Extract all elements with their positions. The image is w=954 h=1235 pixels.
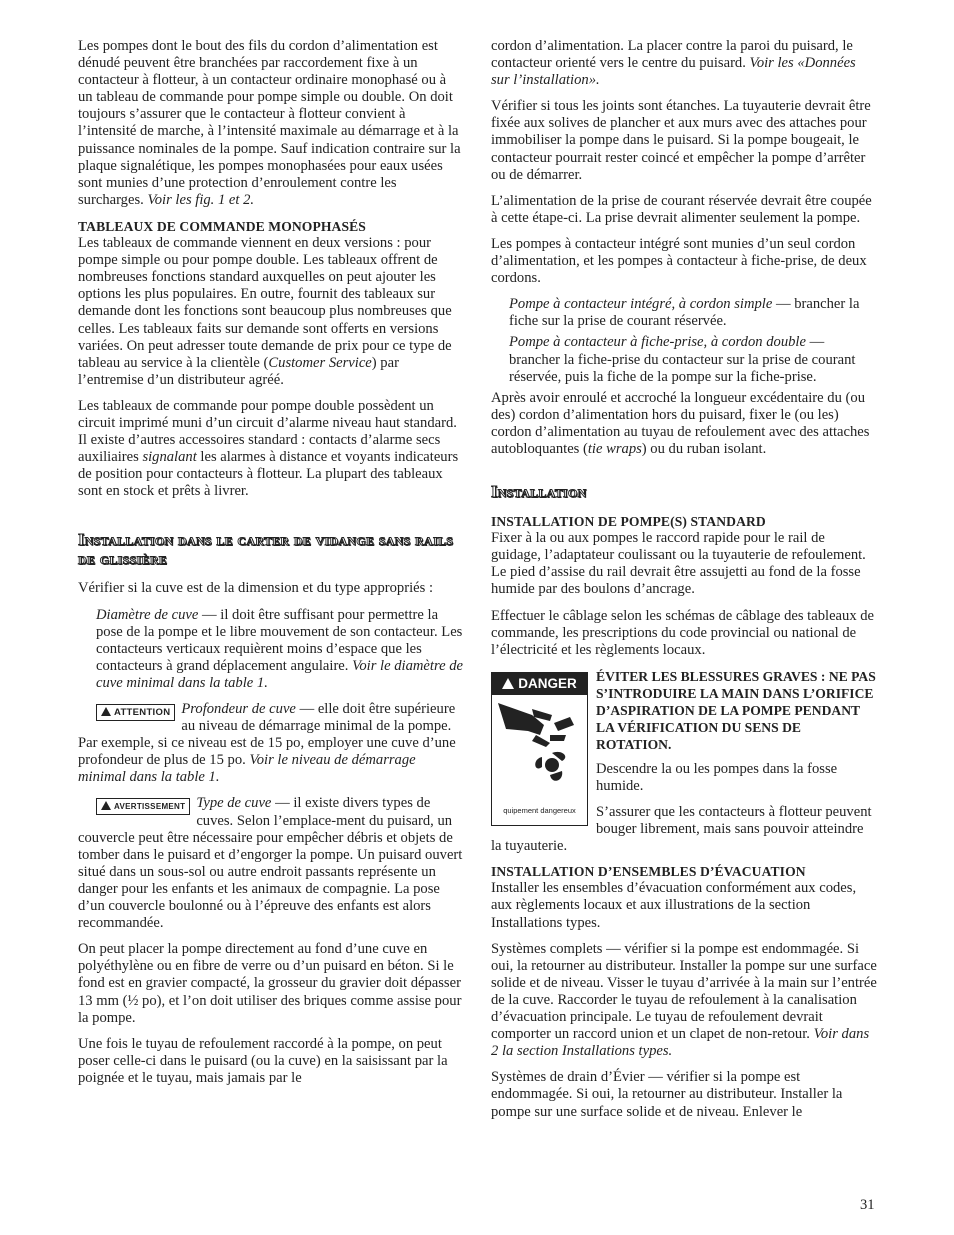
warning-triangle-icon (101, 801, 111, 810)
list-item-cordon-double: Pompe à contacteur à fiche-prise, à cordon double — brancher la fiche-prise du contacteur sur la prise de courant réservée, puis la fiche de la pompe sur la fiche-prise. (509, 334, 856, 385)
paragraph: Fixer à la ou aux pompes le raccord rapide pour le rail de guidage, l’adaptateur coulissant ou la tuyauterie de refoulement. Le pied d’assise du rail devrait être assujetti au fond de la fosse humide par des boulons d’ancrage. (491, 530, 866, 598)
warning-triangle-icon (502, 678, 514, 689)
attention-badge: ATTENTION (96, 704, 175, 721)
section-heading-carter: Installation dans le carter de vidange sans rails de glissière (78, 530, 454, 569)
avertissement-badge: AVERTISSEMENT (96, 798, 190, 815)
paragraph: Systèmes de drain d’Évier — vérifier si la pompe est endommagée. Si oui, la retourner au distributeur. Installer la pompe sur une surface solide et de niveau. Enlever le (491, 1069, 843, 1120)
paragraph: On peut placer la pompe directement au fond d’une cuve en polyéthylène ou en fibre de verre ou d’un puisard en béton. Si le fond est en gravier compacté, la grosseur du gravier doit dépasser 13 mm (½ po), et l’on doit utiliser des briques comme assise pour la pompe. (78, 941, 462, 1026)
paragraph: Descendre la ou les pompes dans la fosse humide. (596, 760, 838, 794)
paragraph: Après avoir enroulé et accroché la longueur excédentaire du (ou des) cordon d’alimentation hors du puisard, fixer le (ou les) cordon d’alimentation au tuyau de refoulement avec des attaches autobloquantes (tie wraps) ou du ruban isolant. (491, 389, 870, 457)
paragraph: Les tableaux de commande pour pompe double possèdent un circuit imprimé muni d’un circuit d’alarme niveau haut standard. Il existe d’autres accessoires standard : contacts d’alarme secs auxiliaires signalant les alarmes à distance et voyants indicateurs de position pour contacteurs à flotteur. La plupart des tableaux sont en stock et prêts à livrer. (78, 397, 459, 500)
paragraph: S’assurer que les contacteurs à flotteur peuvent bouger librement, mais sans pouvoir atteindre la tuyauterie. (491, 804, 872, 855)
paragraph: Installer les ensembles d’évacuation conformément aux codes, aux règlements locaux et aux illustrations de la section Installations types. (491, 880, 857, 931)
paragraph: Les pompes dont le bout des fils du cordon d’alimentation est dénudé peuvent être branchées par raccordement fixe à un contacteur à flotteur, à un contacteur ordinaire monophasé ou à un tableau de commande pour pompe simple ou double. On doit toujours s’assurer que le contacteur à flotteur convient à l’intensité de marche, à l’intensité maximale au démarrage et à la puissance nominales de la pompe. Sauf indication contraire sur la plaque signalétique, les pompes monophasées pour eaux usées sont munies d’une protection d’enroulement contre les surcharges. Voir les fig. 1 et 2. (78, 38, 461, 208)
paragraph: Vérifier si tous les joints sont étanches. La tuyauterie devrait être fixée aux solives de plancher et aux murs avec des attaches pour immobiliser la pompe dans le puisard. Si la pompe bougeait, le contacteur pourrait rester coincé et empêcher la pompe d’arrêter ou de démarrer. (491, 98, 871, 183)
warning-triangle-icon (101, 707, 111, 716)
danger-warning-text: ÉVITER LES BLESSURES GRAVES : NE PAS S’INTRODUIRE LA MAIN DANS L’ORIFICE D’ASPIRATION DE LA POMPE PENDANT LA VÉRIFICATION DU SENS DE ROTATION. (596, 668, 876, 752)
paragraph: Les tableaux de commande viennent en deux versions : pour pompe simple ou pour pompe double. Les tableaux offrent de nombreuses fonctions standard auxquelles on peut ajouter les options les plus populaires. En outre, fournit des tableaux sur demande dont les fonctions sont beaucoup plus nombreuses que celles. Les tableaux faits sur demande sont offerts en versions variées. On peut adresser toute demande de prix pour ce type de tableau au service à la clientèle (Customer Service) par l’entremise d’un distributeur agréé. (78, 235, 452, 388)
paragraph: Les pompes à contacteur intégré sont munies d’un seul cordon d’alimentation, et les pompes à contacteur à fiche-prise, de deux cordons. (491, 235, 867, 287)
list-item-profondeur: ATTENTION Profondeur de cuve — elle doit être supérieure au niveau de démarrage minimal de la pompe. Par exemple, si ce niveau est de 15 po, employer une cuve d’une profondeur de plus de 15 po. Voir le niveau de démarrage minimal dans la table 1. (78, 701, 456, 786)
paragraph: L’alimentation de la prise de courant réservée devrait être coupée à cette étape-ci. La prise devrait alimenter seulement la pompe. (491, 192, 872, 226)
right-column (491, 38, 877, 1130)
section-heading-installation: Installation (491, 482, 587, 502)
hand-impeller-hazard-icon (492, 695, 587, 795)
page-number: 31 (860, 1197, 875, 1213)
subheading-pompes-standard: INSTALLATION DE POMPE(S) STANDARD (491, 514, 766, 530)
paragraph: Vérifier si la cuve est de la dimension et du type appropriés : (78, 580, 434, 597)
paragraph: Une fois le tuyau de refoulement raccordé à la pompe, on peut poser celle-ci dans le puisard (ou la cuve) en la saisissant par la poignée et le tuyau, mais jamais par le (78, 1035, 448, 1086)
list-item-type: AVERTISSEMENT Type de cuve — il existe divers types de cuves. Selon l’emplace-ment du puisard, un couvercle peut être nécessaire pour empêcher débris et objets de tomber dans le puisard et d’engorger la pompe. Un puisard ouvert situé dans un sous-sol ou autre endroit passants représente un danger pour les enfants et les animaux de compagnie. La pose d’un couvercle boulonné ou à l’épreuve des enfants est alors recommandée. (78, 795, 463, 932)
subheading-tableaux: TABLEAUX DE COMMANDE MONOPHASÉS (78, 218, 366, 234)
danger-warning-block (491, 668, 877, 855)
list-item-diametre: Diamètre de cuve — il doit être suffisant pour permettre la pose de la pompe et le libre mouvement de son contacteur. Les contacteurs verticaux requièrent moins d’espace que les contacteurs à grand déplacement angulaire. Voir le diamètre de cuve minimal dans la table 1. (96, 606, 463, 691)
subheading-evacuation: INSTALLATION D’ENSEMBLES D’ÉVACUATION (491, 864, 806, 880)
list-item-cordon-simple: Pompe à contacteur intégré, à cordon simple — brancher la fiche sur la prise de courant réservée. (509, 296, 860, 330)
paragraph: Systèmes complets — vérifier si la pompe est endommagée. Si oui, la retourner au distributeur. Installer la pompe sur une surface solide et de niveau. Visser le tuyau d’arrivée à la main sur l’entrée de la cuve. Raccorder le tuyau de refoulement à la canalisation d’évacuation principale. Le tuyau de refoulement devrait comporter un raccord union et un clapet de non-retour. Voir dans 2 la section Installations types. (491, 940, 877, 1060)
paragraph: cordon d’alimentation. La placer contre la paroi du puisard, le contacteur orienté vers le centre du puisard. Voir les «Données sur l’installation». (491, 38, 856, 89)
danger-label: DANGER quipement dangereux (491, 672, 588, 826)
paragraph: Effectuer le câblage selon les schémas de câblage des tableaux de commande, les prescriptions du code provincial ou national de l’électricité et les règlements locaux. (491, 607, 875, 658)
left-column (78, 38, 464, 1096)
